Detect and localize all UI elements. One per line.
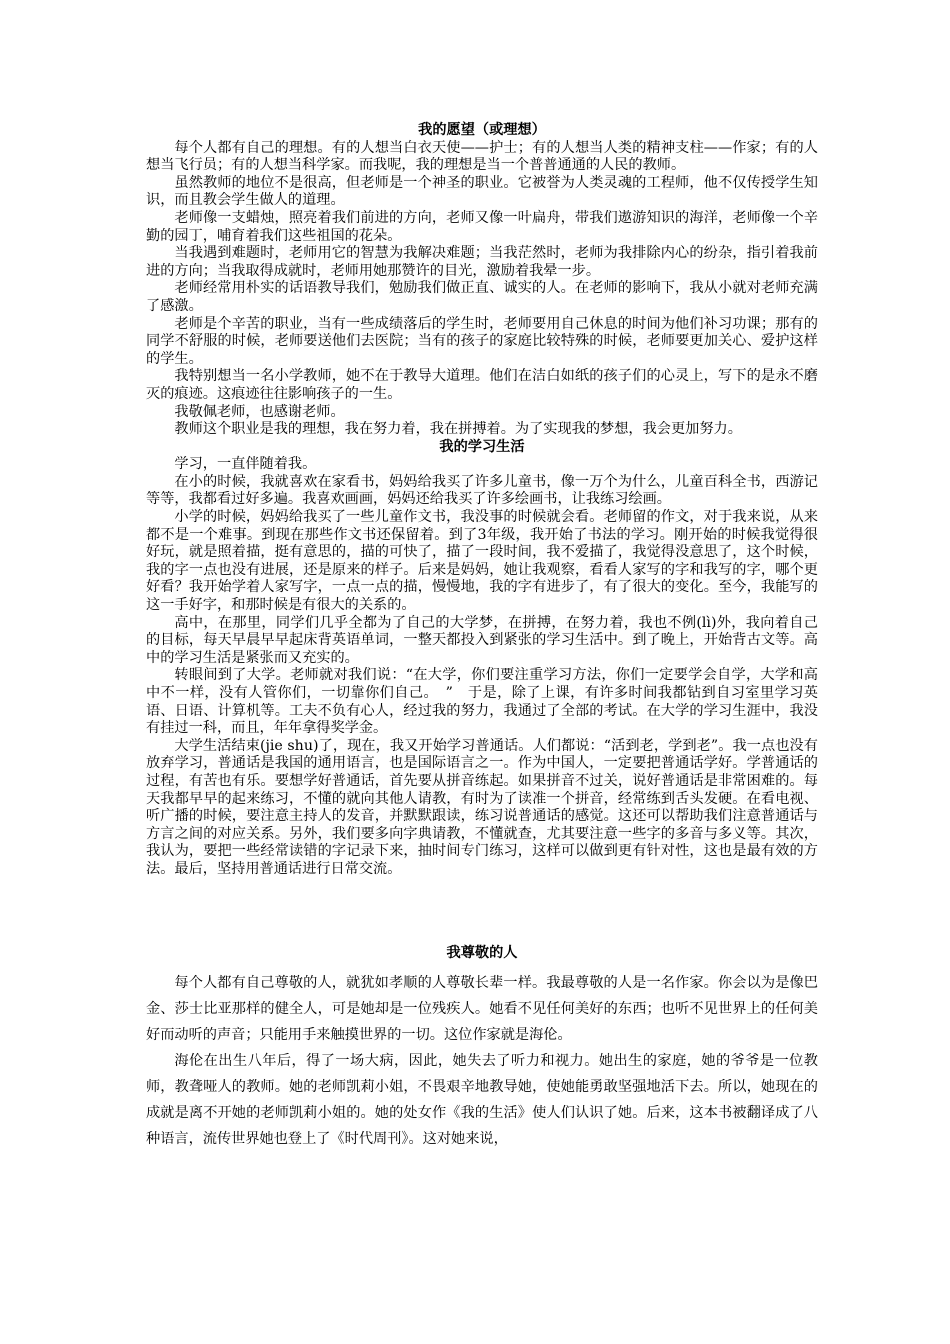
paragraph: 教师这个职业是我的理想，我在努力着，我在拼搏着。为了实现我的梦想，我会更加努力。	[174, 421, 742, 438]
paragraph: 老师像一支蜡烛，照亮着我们前进的方向，老师又像一叶扁舟，带我们遨游知识的海洋，老师像一个辛勤的园丁，哺育着我们这些祖国的花朵。	[146, 209, 818, 244]
paragraph: 小学的时候，妈妈给我买了一些儿童作文书，我没事的时候就会看。老师留的作文，对于我来说，从来都不是一个难事。到现在那些作文书还保留着。到了3年级，我开始了书法的学习。刚开始的时候我觉得很好玩，就是照着描，挺有意思的，描的可快了，描了一段时间，我不爱描了，我觉得没意思了，这个时候，我的字一点也没有进展，还是原来的样子。后来是妈妈，她让我观察，看看人家写的字和我写的字，哪个更好看？我开始学着人家写字，一点一点的描，慢慢地，我的字有进步了，有了很大的变化。至今，我能写的这一手好字，和那时候是有很大的关系的。	[146, 509, 818, 614]
essay-title: 我的愿望（或理想）	[418, 122, 546, 138]
paragraph: 每个人都有自己的理想。有的人想当白衣天使——护士；有的人想当人类的精神支柱——作家；有的人想当飞行员；有的人想当科学家。而我呢，我的理想是当一个普普通通的人民的教师。	[146, 139, 818, 174]
essay-person-i-respect	[146, 945, 818, 1153]
paragraph: 我敬佩老师，也感谢老师。	[174, 403, 345, 420]
paragraph: 大学生活结束(jie shu)了，现在，我又开始学习普通话。人们都说：“活到老，学到老”。我一点也没有放弃学习，普通话是我国的通用语言，也是国际语言之一。作为中国人，一定要把普通话学好。学普通话的过程，有苦也有乐。要想学好普通话，首先要从拼音练起。如果拼音不过关，说好普通话是非常困难的。每天我都早早的起来练习，不懂的就向其他人请教，有时为了读准一个拼音，经常练到舌头发硬。在看电视、听广播的时候，要注意主持人的发音，并默默跟读，练习说普通话的感觉。这还可以帮助我们注意普通话与方言之间的对应关系。另外，我们要多向字典请教，不懂就查，尤其要注意一些字的多音与多义等。其次，我认为，要把一些经常读错的字记录下来，抽时间专门练习，这样可以做到更有针对性，这也是最有效的方法。最后，坚持用普通话进行日常交流。	[146, 737, 818, 877]
paragraph: 学习，一直伴随着我。	[174, 456, 317, 473]
paragraph: 虽然教师的地位不是很高，但老师是一个神圣的职业。它被誉为人类灵魂的工程师，他不仅传授学生知识，而且教会学生做人的道理。	[146, 174, 818, 209]
paragraph: 当我遇到难题时，老师用它的智慧为我解决难题；当我茫然时，老师为我排除内心的纷杂，指引着我前进的方向；当我取得成就时，老师用她那赞许的目光，激励着我晕一步。	[146, 245, 818, 279]
paragraph: 我特别想当一名小学教师，她不在于教导大道理。他们在洁白如纸的孩子们的心灵上，写下的是永不磨灭的痕迹。这痕迹往往影响孩子的一生。	[146, 368, 818, 402]
paragraph: 老师是个辛苦的职业，当有一些成绩落后的学生时，老师要用自己休息的时间为他们补习功课；那有的同学不舒服的时候，老师要送他们去医院；当有的孩子的家庭比较特殊的时候，老师要更加关心、爱护这样的学生。	[146, 315, 818, 367]
essay-my-study-life	[146, 439, 818, 879]
paragraph: 海伦在出生八年后，得了一场大病，因此，她失去了听力和视力。她出生的家庭，她的爷爷是一位教师，教聋哑人的教师。她的老师凯莉小姐，不畏艰辛地教导她，使她能勇敢坚强地活下去。所以，她现在的成就是离不开她的老师凯莉小姐的。她的处女作《我的生活》使人们认识了她。后来，这本书被翻译成了八种语言，流传世界她也登上了《时代周刊》。这对她来说，	[146, 1053, 818, 1148]
paragraph: 老师经常用朴实的话语教导我们，勉励我们做正直、诚实的人。在老师的影响下，我从小就对老师充满了感激。	[146, 280, 818, 314]
paragraph: 转眼间到了大学。老师就对我们说：“在大学，你们要注重学习方法，你们一定要学会自学，大学和高中不一样，没有人管你们，一切靠你们自己。 ” 于是，除了上课，有许多时间我都钻到自习室里学习英语、日语、计算机等。工夫不负有心人，经过我的努力，我通过了全部的考试。在大学的学习生涯中，我没有挂过一科，而且，年年拿得奖学金。	[146, 667, 818, 737]
paragraph: 每个人都有自己尊敬的人，就犹如孝顺的人尊敬长辈一样。我最尊敬的人是一名作家。你会以为是像巴金、莎士比亚那样的健全人，可是她却是一位残疾人。她看不见任何美好的东西；也听不见世界上的任何美好而动听的声音；只能用手来触摸世界的一切。这位作家就是海伦。	[146, 975, 818, 1044]
essay-title: 我尊敬的人	[446, 944, 518, 961]
paragraph: 在小的时候，我就喜欢在家看书，妈妈给我买了许多儿童书，像一万个为什么，儿童百科全书，西游记等等，我都看过好多遍。我喜欢画画，妈妈还给我买了许多绘画书，让我练习绘画。	[146, 473, 818, 508]
document-page	[146, 120, 818, 1152]
essay-title: 我的学习生活	[439, 438, 525, 455]
essay-my-wish	[146, 122, 818, 439]
paragraph: 高中，在那里，同学们几乎全都为了自己的大学梦，在拼搏，在努力着，我也不例(lì)外，我向着自己的目标，每天早晨早早起床背英语单词，一整天都投入到紧张的学习生活中。到了晚上，开始背古文等。高中的学习生活是紧张而又充实的。	[146, 614, 818, 666]
